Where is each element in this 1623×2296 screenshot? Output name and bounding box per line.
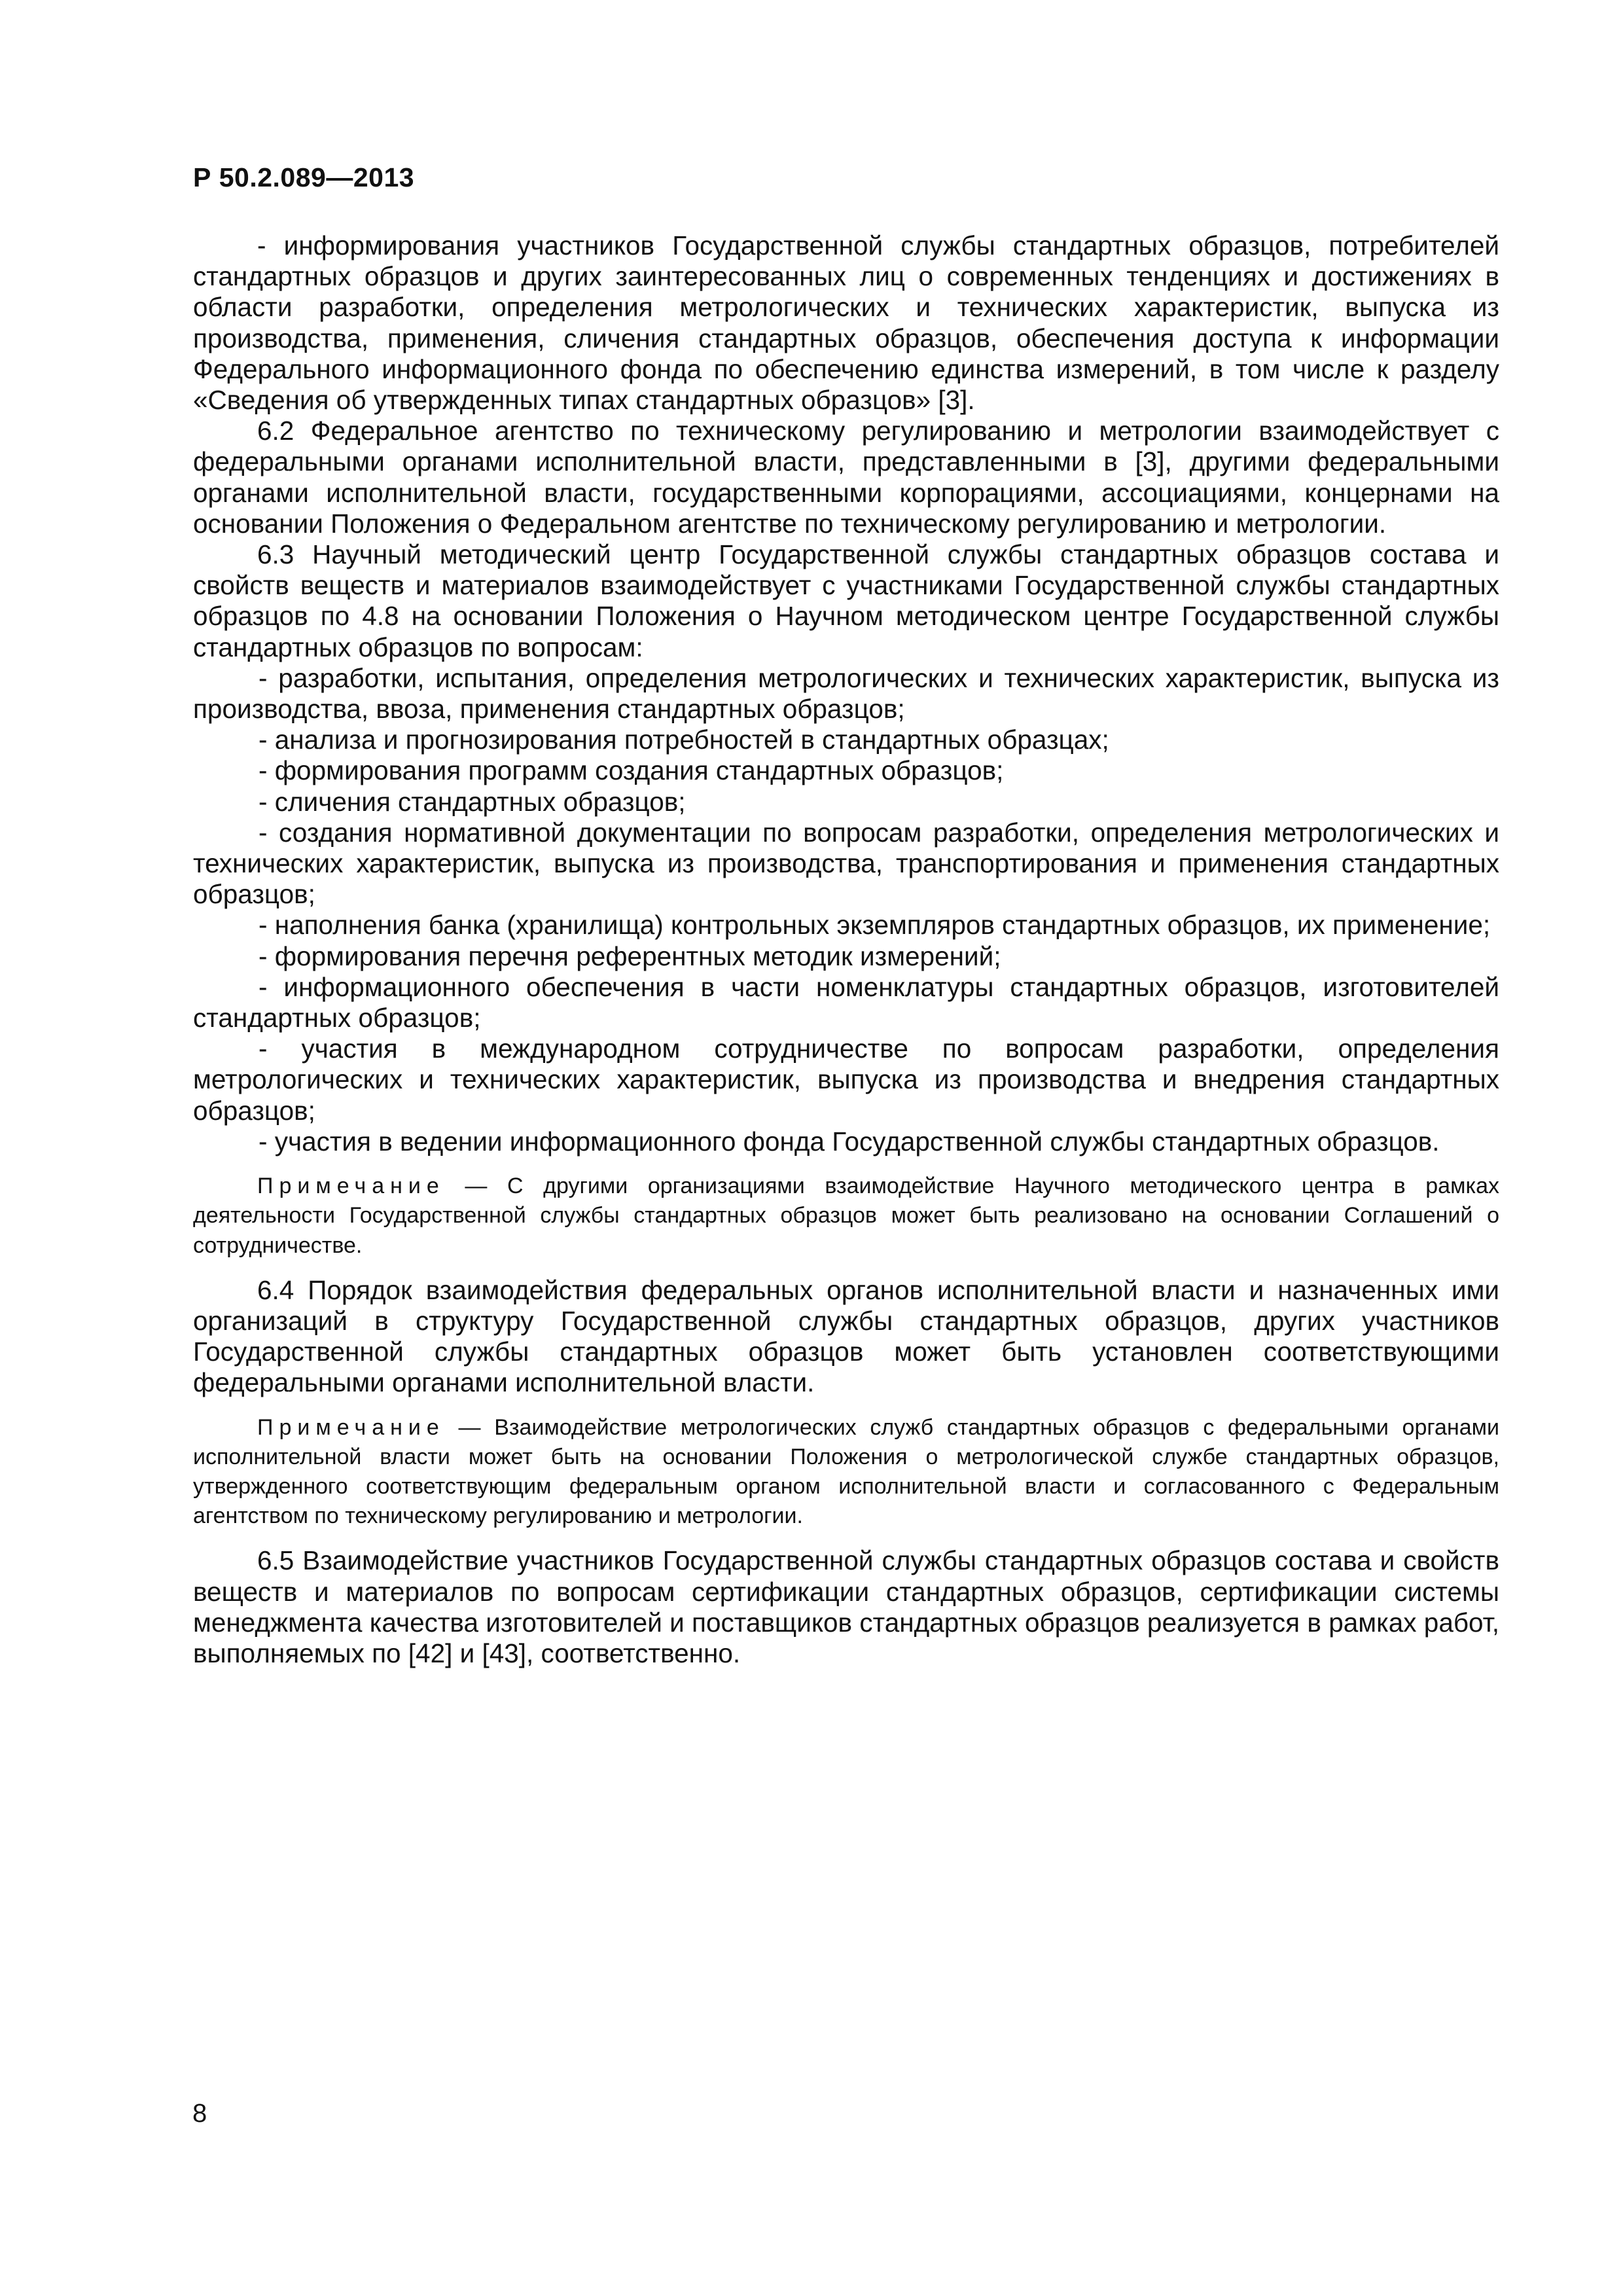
note-2 — [193, 1413, 1499, 1532]
issues-list — [193, 663, 1499, 1157]
paragraph-information-provision: - информирования участников Государственной службы стандартных образцов, потребителей стандартных образцов и других заинтересованных лиц о современных тенденциях и достижениях в области разработки, определения метрологических и технических характеристик, выпуска из производства, применения, сличения стандартных образцов, обеспечения доступа к информации Федерального информационного фонда по обеспечению единства измерений, в том числе к разделу «Сведения об утвержденных типах стандартных образцов» [3]. — [193, 230, 1499, 416]
page-number: 8 — [192, 2099, 207, 2128]
list-item: - формирования перечня референтных методик измерений; — [259, 941, 1001, 971]
note-1 — [193, 1172, 1499, 1261]
list-item: - формирования программ создания стандартных образцов; — [259, 755, 1004, 786]
note-text: — С другими организациями взаимодействие Научного методического центра в рамках деятельности Государственной службы стандартных образцов может быть реализовано на основании Соглашений о сотрудничестве. — [193, 1174, 1499, 1258]
document-code-header: Р 50.2.089—2013 — [193, 162, 415, 192]
list-item: - сличения стандартных образцов; — [259, 786, 686, 817]
paragraph-6-5: 6.5 Взаимодействие участников Государственной службы стандартных образцов состава и свойств веществ и материалов по вопросам сертификации стандартных образцов, сертификации системы менеджмента качества изготовителей и поставщиков стандартных образцов реализуется в рамках работ, выполняемых по [42] и [43], соответственно. — [193, 1545, 1499, 1668]
list-item: - участия в международном сотрудничестве по вопросам разработки, определения метрологических и технических характеристик, выпуска из производства и внедрения стандартных образцов; — [193, 1033, 1499, 1126]
list-item: - участия в ведении информационного фонда Государственной службы стандартных образцов. — [259, 1126, 1440, 1157]
list-item: - информационного обеспечения в части номенклатуры стандартных образцов, изготовителей стандартных образцов; — [193, 971, 1499, 1033]
paragraph-6-2: 6.2 Федеральное агентство по техническому регулированию и метрологии взаимодействует с федеральными органами исполнительной власти, представленными в [3], другими федеральными органами исполнительной власти, государственными корпорациями, ассоциациями, концернами на основании Положения о Федеральном агентстве по техническому регулированию и метрологии. — [193, 416, 1499, 539]
paragraph-6-4: 6.4 Порядок взаимодействия федеральных органов исполнительной власти и назначенных ими организаций в структуру Государственной службы стандартных образцов, других участников Государственной службы стандартных образцов может быть установлен соответствующими федеральными органами исполнительной власти. — [193, 1274, 1499, 1398]
note-text: — Взаимодействие метрологических служб стандартных образцов с федеральными органами исполнительной власти может быть на основании Положения о метрологической службе стандартных образцов, утвержденного соответствующим федеральным органом исполнительной власти и согласованного с Федеральным агентством по техническому регулированию и метрологии. — [193, 1414, 1499, 1529]
paragraph-6-3: 6.3 Научный методический центр Государственной службы стандартных образцов состава и свойств веществ и материалов взаимодействует с участниками Государственной службы стандартных образцов по 4.8 на основании Положения о Научном методическом центре Государственной службы стандартных образцов по вопросам: — [193, 539, 1499, 662]
list-item: - анализа и прогнозирования потребностей в стандартных образцах; — [259, 725, 1109, 755]
list-item: - разработки, испытания, определения метрологических и технических характеристик, выпуска из производства, ввоза, применения стандартных образцов; — [193, 662, 1499, 725]
list-item: - создания нормативной документации по вопросам разработки, определения метрологических и технических характеристик, выпуска из производства, транспортирования и применения стандартных образцов; — [193, 817, 1499, 910]
note-label: Примечание — [257, 1174, 445, 1199]
list-item: - наполнения банка (хранилища) контрольных экземпляров стандартных образцов, их применение; — [259, 910, 1491, 941]
document-body — [193, 230, 1499, 1669]
note-label: Примечание — [257, 1414, 445, 1440]
